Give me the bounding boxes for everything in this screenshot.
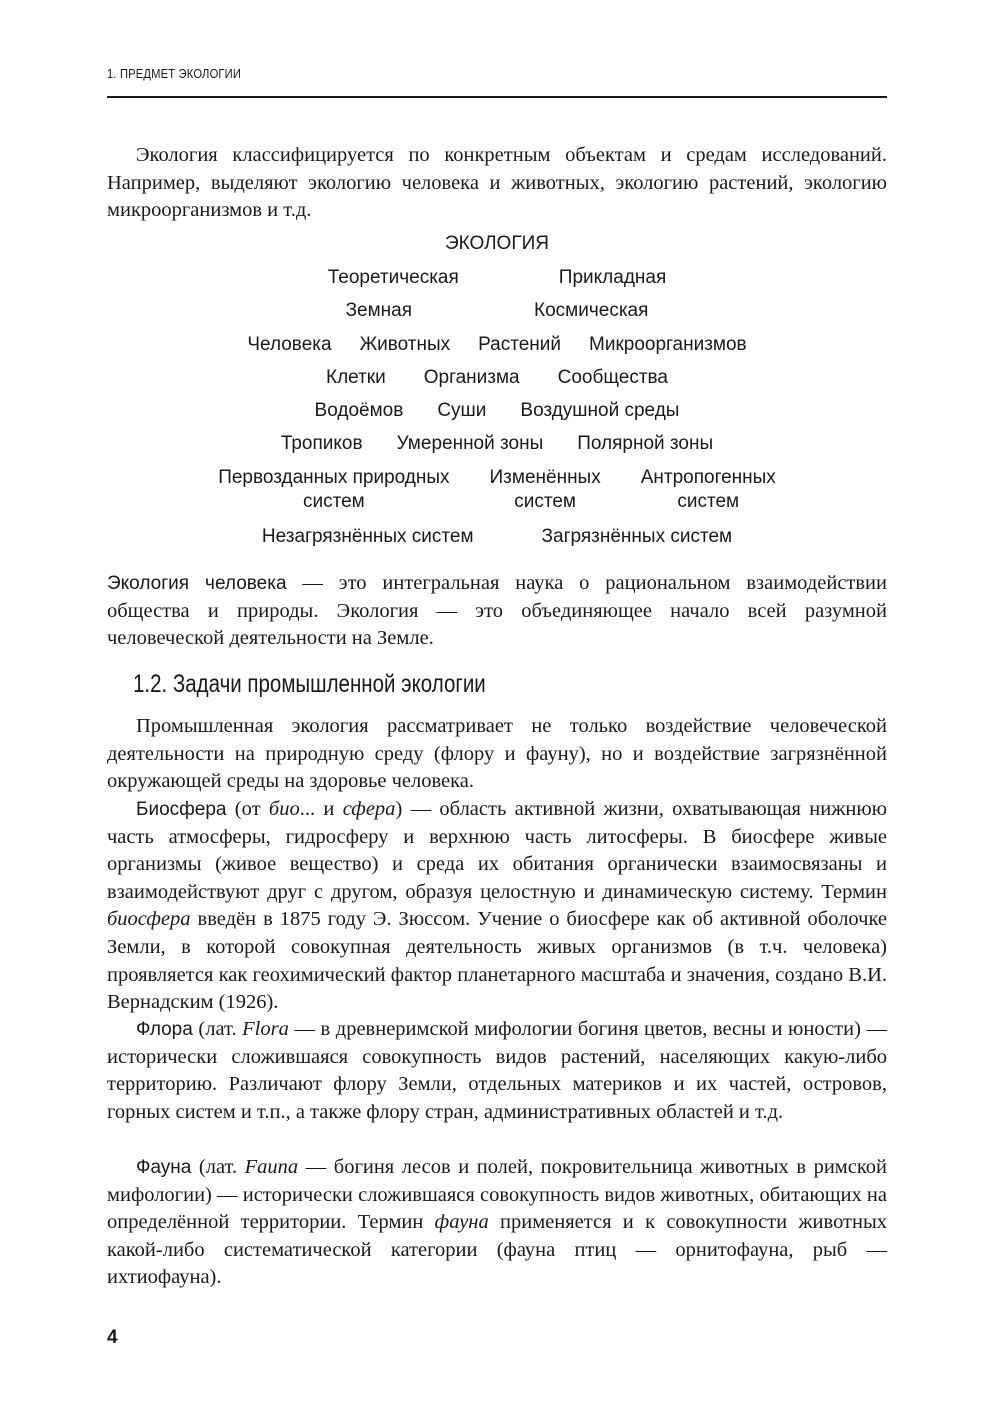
text-run: применяется и к совокупности животных какой-либо систематической категории (фауна птиц — орнитофауна, рыб — ихтиофауна). (107, 1211, 888, 1289)
italic-run: сфера (342, 798, 396, 820)
italic-run: био (268, 798, 300, 820)
diagram-item: Полярной зоны (577, 433, 714, 454)
diagram-item: Человека (247, 334, 332, 355)
page-number: 4 (107, 1327, 118, 1348)
diagram-item: Микроорганизмов (589, 334, 747, 355)
diagram-item: Воздушной среды (520, 400, 680, 421)
diagram-item: Водоёмов (314, 400, 404, 421)
section-heading: 1.2. Задачи промышленной экологии (133, 670, 486, 698)
diagram-item: Суши (437, 400, 487, 421)
diagram-row-6 (107, 432, 887, 456)
fauna-paragraph (107, 1154, 887, 1292)
diagram-item: Клетки (326, 367, 386, 388)
text-run: (лат. (191, 1156, 245, 1178)
human-ecology-paragraph (107, 570, 887, 653)
term-biosphere: Биосфера (136, 799, 227, 820)
italic-run: биосфера (107, 908, 191, 931)
term-human-ecology: Экология человека (107, 573, 287, 594)
text-run: ... и (299, 798, 343, 820)
diagram-item: Умеренной зоны (396, 433, 544, 454)
italic-run: Fauna (244, 1156, 299, 1178)
intro-paragraph: Экология классифицируется по конкретным объектам и средам исследований. Например, выделяют экологию человека и животных, экологию растений, экологию микроорганизмов и т.д. (107, 144, 887, 222)
term-fauna: Фауна (136, 1157, 192, 1178)
diagram-item: Животных (359, 334, 451, 355)
diagram-title-row (107, 232, 887, 256)
diagram-item: Теоретическая (327, 267, 459, 288)
human-ecology-text: — это интегральная наука о рациональном взаимодействии общества и природы. Экология — это объединяющее начало всей разумной человеческой деятельности на Земле. (107, 572, 887, 650)
diagram-item: Организма (423, 367, 520, 388)
diagram-item: Сообщества (557, 367, 668, 388)
text-run: введён в 1875 году Э. Зюссом. Учение о биосфере как об активной оболочке Земли, в которой совокупная деятельность живых организмов (в т.ч. человека) проявляется как геохимический фактор планетарного масштаба и значения, создано В.И. Вернадским (1926). (107, 908, 887, 1014)
diagram-item: Растений (478, 334, 561, 355)
text-run: — богиня лесов и полей, покровительница животных в римской мифологии) — исторически сложившаяся совокупность видов животных, обитающих на определённой территории. Термин (107, 1156, 888, 1234)
running-header: 1. ПРЕДМЕТ ЭКОЛОГИИ (107, 66, 242, 81)
diagram-item: Первозданных природных систем (218, 467, 450, 512)
diagram-row-4 (107, 366, 887, 390)
diagram-title: ЭКОЛОГИЯ (445, 233, 549, 254)
diagram-item: Незагрязнённых систем (261, 526, 474, 547)
flora-paragraph (107, 1016, 887, 1126)
diagram-item: Антропогенных систем (640, 467, 776, 512)
diagram-item: Космическая (534, 300, 649, 321)
text-run: ) — область активной жизни, охватывающая нижнюю часть атмосферы, гидросферу и верхнюю часть литосферы. В биосфере живые организмы (живое вещество) и среда их обитания органически взаимосвязаны и взаимодействуют друг с другом, образуя целостную и динамическую систему. Термин (107, 798, 887, 903)
diagram-row-2 (107, 299, 887, 323)
text-run: — в древнеримской мифологии богиня цветов, весны и юности) — исторически сложившаяся совокупность видов растений, населяющих какую-либо территорию. Различают флору Земли, отдельных материков и их частей, островов, горных систем и т.п., а также флору стран, административных областей и т.д. (107, 1018, 888, 1123)
diagram-row-5 (107, 399, 887, 423)
section-paragraph: Промышленная экология рассматривает не только воздействие человеческой деятельности на природную среду (флору и фауну), но и воздействие загрязнённой окружающей среды на здоровье человека. (107, 715, 887, 793)
term-flora: Флора (136, 1019, 193, 1040)
diagram-item: Загрязнённых систем (541, 526, 733, 547)
diagram-row-7 (107, 466, 887, 514)
diagram-row-1 (107, 266, 887, 290)
text-run: (лат. (192, 1018, 243, 1040)
diagram-row-8 (107, 525, 887, 549)
italic-run: фауна (434, 1211, 489, 1234)
diagram-item: Прикладная (558, 267, 667, 288)
biosphere-paragraph (107, 796, 887, 1017)
text-run: (от (226, 798, 269, 820)
header-rule (107, 96, 887, 98)
diagram-row-3 (107, 333, 887, 357)
diagram-item: Тропиков (280, 433, 363, 454)
diagram-item: Земная (345, 300, 413, 321)
italic-run: Flora (242, 1018, 289, 1040)
diagram-item: Изменённых систем (489, 467, 601, 512)
